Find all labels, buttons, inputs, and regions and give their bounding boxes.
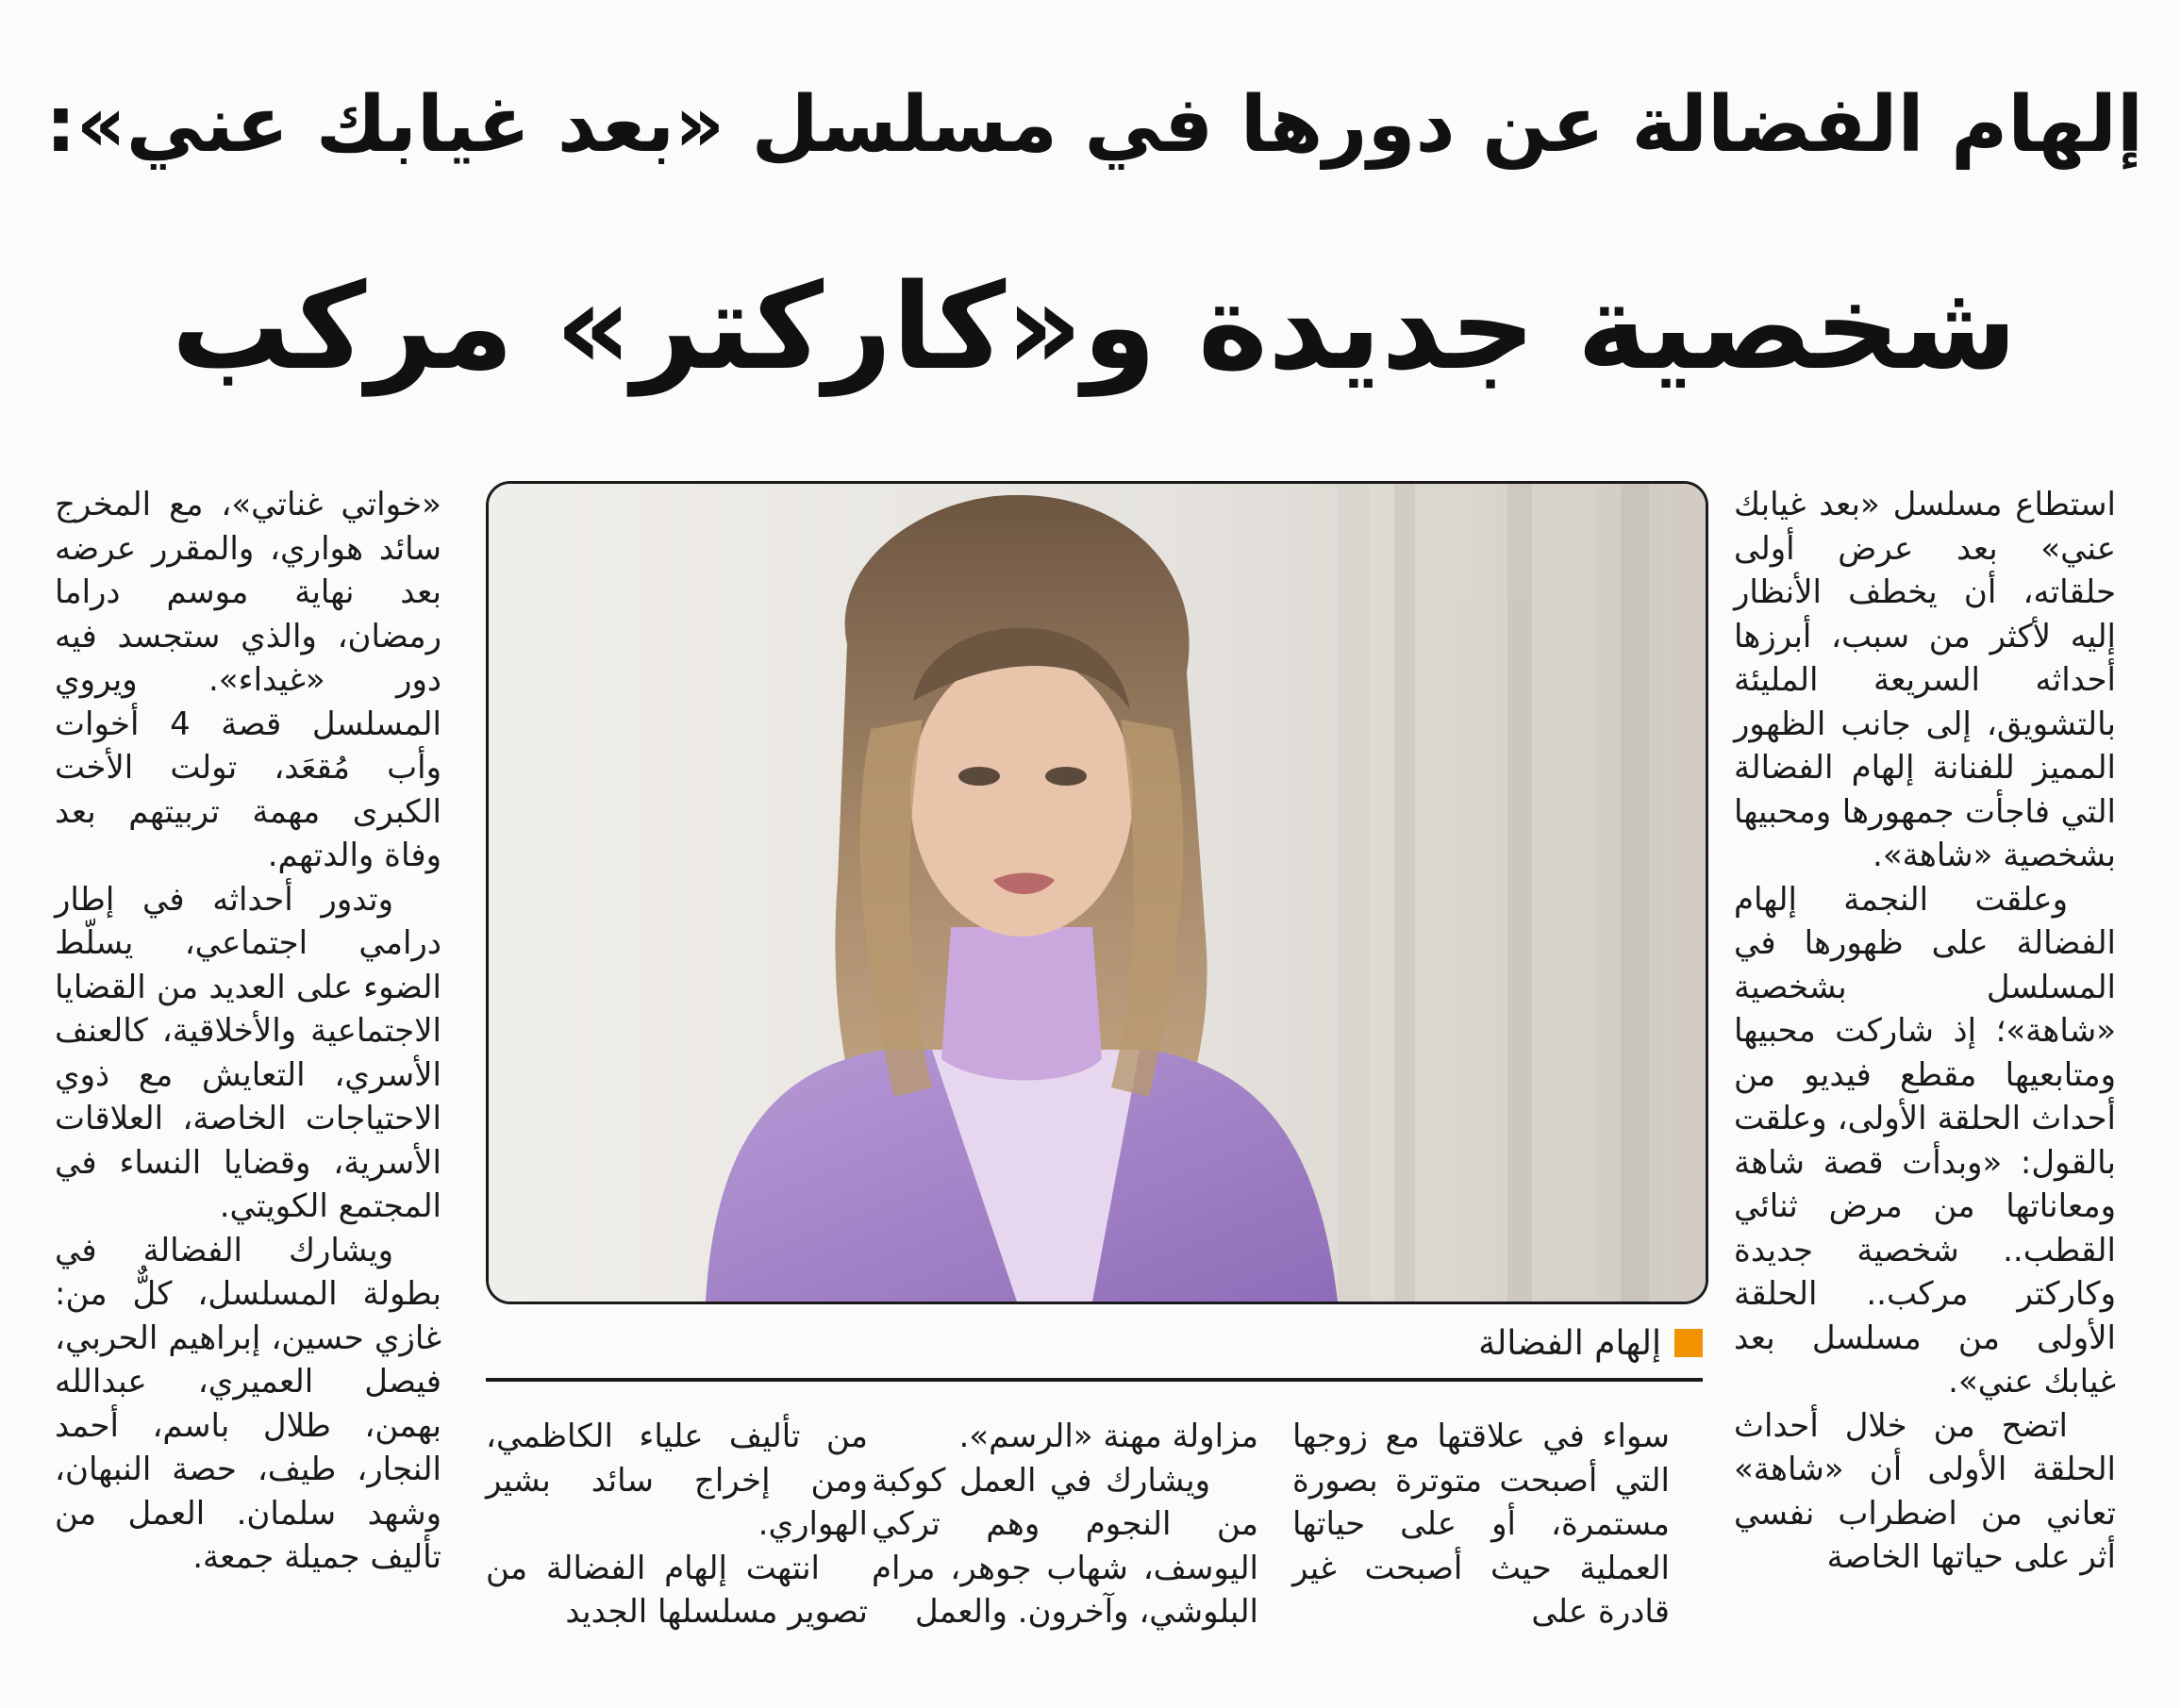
caption-text: إلهام الفضالة — [1478, 1323, 1661, 1363]
paragraph: انتهت إلهام الفضالة من تصوير مسلسلها الجديد — [486, 1549, 868, 1631]
divider — [486, 1378, 1703, 1382]
paragraph: اتضح من خلال أحداث الحلقة الأولى أن «شاهة» تعاني من اضطراب نفسي أثر على حياتها الخاصة — [1734, 1406, 2116, 1576]
paragraph: ويشارك الفضالة في بطولة المسلسل، كلٌّ من: غازي حسين، إبراهيم الحربي، فيصل العميري، عبدالله بهمن، طلال باسم، أحمد النجار، طيف، حصة النبهان، وشهد سلمان. العمل من تأليف جميلة جمعة. — [55, 1231, 441, 1576]
paragraph: وتدور أحداثه في إطار درامي اجتماعي، يسلّط الضوء على العديد من القضايا الاجتماعية والأخلاقية، كالعنف الأسري، التعايش مع ذوي الاحتياجات الخاصة، العلاقات الأسرية، وقضايا النساء في المجتمع الكويتي. — [55, 880, 441, 1225]
article-column-bottom-3 — [486, 1415, 868, 1681]
article-photo — [486, 481, 1708, 1304]
article-column-right — [1734, 483, 2116, 1681]
paragraph: وعلقت النجمة إلهام الفضالة على ظهورها في المسلسل بشخصية «شاهة»؛ إذ شاركت محبيها ومتابعيها مقطع فيديو من أحداث الحلقة الأولى، وعلقت بالقول: «وبدأت قصة شاهة ومعاناتها من مرض ثنائي القطب.. شخصية جديدة وكاركتر مركب.. الحلقة الأولى من مسلسل بعد غيابك عني». — [1734, 880, 2116, 1401]
paragraph: «خواتي غناتي»، مع المخرج سائد هواري، والمقرر عرضه بعد نهاية موسم دراما رمضان، والذي ستجسد فيه دور «غيداء». ويروي المسلسل قصة 4 أخوات وأب مُقعَد، تولت الأخت الكبرى مهمة تربيتهم بعد وفاة والدتهم. — [55, 486, 441, 874]
paragraph: استطاع مسلسل «بعد غيابك عني» بعد عرض أولى حلقاته، أن يخطف الأنظار إليه لأكثر من سبب، أبرزها أحداثه السريعة المليئة بالتشويق، إلى جانب الظهور المميز للفنانة إلهام الفضالة التي فاجأت جمهورها ومحبيها بشخصية «شاهة». — [1734, 486, 2116, 874]
photo-caption — [486, 1316, 1703, 1370]
paragraph: سواء في علاقتها مع زوجها التي أصبحت متوترة بصورة مستمرة، أو على حياتها العملية حيث أصبحت غير قادرة على — [1292, 1418, 1670, 1631]
article-column-bottom-1 — [1292, 1415, 1670, 1681]
article-column-left — [55, 483, 441, 1681]
paragraph: مزاولة مهنة «الرسم». — [958, 1418, 1258, 1455]
paragraph: ويشارك في العمل كوكبة من النجوم وهم تركي اليوسف، شهاب جوهر، مرام البلوشي، وآخرون. والعمل — [872, 1461, 1258, 1631]
article-column-bottom-2 — [872, 1415, 1258, 1681]
headline-line-1: إلهام الفضالة عن دورها في مسلسل «بعد غيابك عني»: — [44, 80, 2144, 170]
headline-line-2: شخصية جديدة و«كاركتر» مركب — [171, 257, 2018, 396]
paragraph: من تأليف علياء الكاظمي، ومن إخراج سائد بشير الهواري. — [486, 1418, 868, 1543]
portrait-illustration — [489, 484, 1706, 1302]
caption-square-icon — [1674, 1329, 1703, 1357]
